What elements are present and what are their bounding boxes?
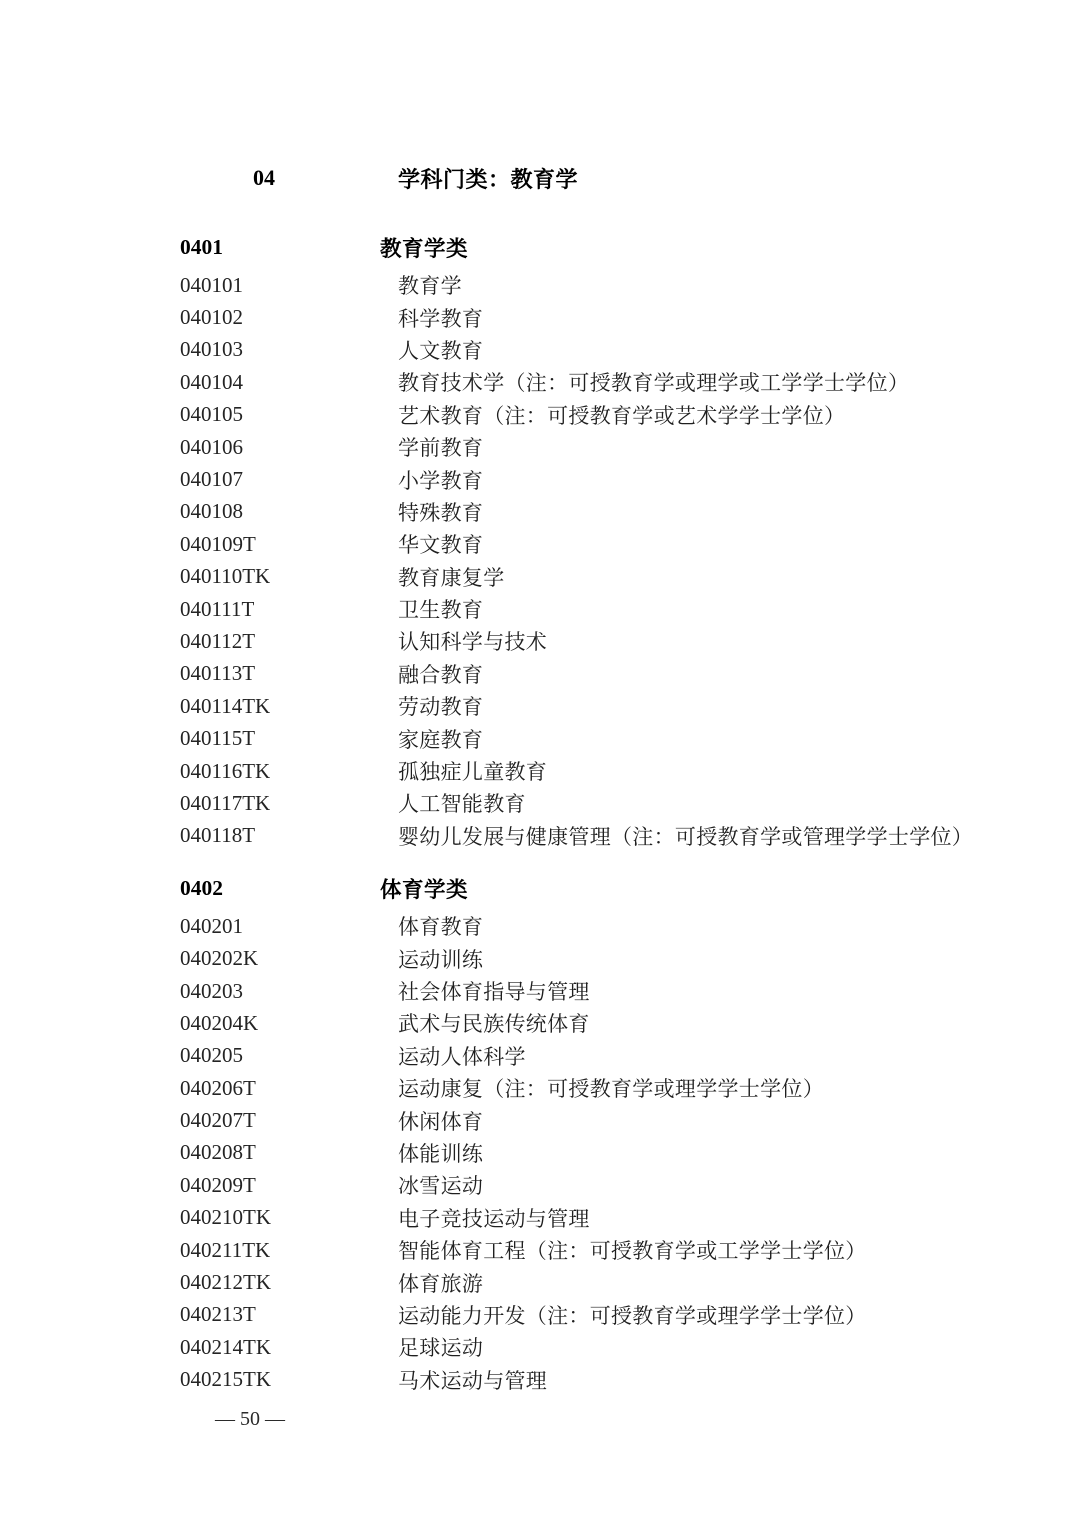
major-name: 艺术教育（注：可授教育学或艺术学学士学位） bbox=[398, 403, 846, 428]
major-code: 040201 bbox=[180, 913, 243, 938]
major-code: 040213T bbox=[180, 1302, 256, 1327]
major-name: 融合教育 bbox=[398, 662, 484, 687]
major-code: 040103 bbox=[180, 337, 243, 362]
major-name: 冰雪运动 bbox=[398, 1174, 484, 1199]
major-row bbox=[180, 1072, 1020, 1104]
catalog-section bbox=[180, 231, 1020, 852]
major-name: 小学教育 bbox=[398, 468, 484, 493]
major-name: 教育学 bbox=[398, 274, 462, 299]
major-code: 040112T bbox=[180, 628, 256, 653]
major-name: 教育技术学（注：可授教育学或理学或工学学士学位） bbox=[398, 371, 910, 396]
major-code: 040107 bbox=[180, 467, 243, 492]
major-row bbox=[180, 722, 1020, 754]
major-code: 040101 bbox=[180, 272, 243, 297]
major-name: 运动人体科学 bbox=[398, 1044, 526, 1069]
major-row bbox=[180, 1104, 1020, 1136]
major-row bbox=[180, 1234, 1020, 1266]
major-name: 劳动教育 bbox=[398, 695, 484, 720]
major-code: 040109T bbox=[180, 531, 256, 556]
major-code: 040202K bbox=[180, 946, 259, 971]
major-name: 家庭教育 bbox=[398, 727, 484, 752]
page-content bbox=[180, 0, 1020, 1396]
major-name: 体育教育 bbox=[398, 915, 484, 940]
major-code: 040102 bbox=[180, 305, 243, 330]
major-name: 体能训练 bbox=[398, 1141, 484, 1166]
major-row bbox=[180, 301, 1020, 333]
major-name: 社会体育指导与管理 bbox=[398, 980, 590, 1004]
discipline-category-title: 学科门类：教育学 bbox=[398, 166, 579, 192]
major-code: 040111T bbox=[180, 596, 255, 621]
major-name: 马术运动与管理 bbox=[398, 1368, 548, 1393]
major-code: 040115T bbox=[180, 726, 256, 751]
major-name: 婴幼儿发展与健康管理（注：可授教育学或管理学学士学位） bbox=[398, 824, 974, 849]
discipline-category-code: 04 bbox=[253, 165, 275, 190]
major-code: 040210TK bbox=[180, 1205, 271, 1230]
major-row bbox=[180, 366, 1020, 398]
major-row bbox=[180, 658, 1020, 690]
major-name: 卫生教育 bbox=[398, 598, 484, 623]
major-code: 040205 bbox=[180, 1043, 243, 1068]
section-code: 0402 bbox=[180, 875, 223, 900]
major-row bbox=[180, 496, 1020, 528]
major-row bbox=[180, 463, 1020, 495]
major-code: 040208T bbox=[180, 1140, 256, 1165]
major-row bbox=[180, 593, 1020, 625]
catalog-section bbox=[180, 872, 1020, 1396]
major-name: 体育旅游 bbox=[398, 1271, 484, 1296]
major-code: 040105 bbox=[180, 402, 243, 427]
major-row bbox=[180, 431, 1020, 463]
major-name: 电子竞技运动与管理 bbox=[398, 1206, 590, 1231]
major-row bbox=[180, 1007, 1020, 1039]
major-code: 040106 bbox=[180, 434, 243, 459]
major-row bbox=[180, 1299, 1020, 1331]
section-name: 教育学类 bbox=[380, 236, 469, 261]
major-name: 智能体育工程（注：可授教育学或工学学士学位） bbox=[398, 1239, 867, 1264]
section-name: 体育学类 bbox=[380, 877, 469, 902]
major-row bbox=[180, 755, 1020, 787]
major-row bbox=[180, 1202, 1020, 1234]
major-name: 运动康复（注：可授教育学或理学学士学位） bbox=[398, 1077, 824, 1102]
major-name: 学前教育 bbox=[398, 436, 484, 461]
major-name: 人文教育 bbox=[398, 338, 484, 363]
major-row bbox=[180, 690, 1020, 722]
major-code: 040113T bbox=[180, 661, 256, 686]
section-code: 0401 bbox=[180, 234, 223, 259]
major-name: 教育康复学 bbox=[398, 565, 505, 590]
major-name: 武术与民族传统体育 bbox=[398, 1012, 590, 1037]
major-row bbox=[180, 334, 1020, 366]
major-name: 人工智能教育 bbox=[398, 792, 526, 817]
major-row bbox=[180, 561, 1020, 593]
major-name: 足球运动 bbox=[398, 1336, 484, 1361]
major-name: 孤独症儿童教育 bbox=[398, 760, 548, 785]
major-code: 040110TK bbox=[180, 564, 271, 589]
major-code: 040114TK bbox=[180, 693, 271, 718]
major-row bbox=[180, 399, 1020, 431]
major-name: 特殊教育 bbox=[398, 500, 484, 525]
major-row bbox=[180, 1137, 1020, 1169]
major-code: 040108 bbox=[180, 499, 243, 524]
major-code: 040116TK bbox=[180, 758, 271, 783]
major-code: 040117TK bbox=[180, 790, 271, 815]
major-row bbox=[180, 1331, 1020, 1363]
page-number: — 50 — bbox=[215, 1408, 285, 1430]
major-code: 040104 bbox=[180, 369, 243, 394]
major-code: 040212TK bbox=[180, 1270, 271, 1295]
major-row bbox=[180, 787, 1020, 819]
major-code: 040207T bbox=[180, 1108, 256, 1133]
major-code: 040204K bbox=[180, 1010, 259, 1035]
major-name: 运动训练 bbox=[398, 947, 484, 972]
major-row bbox=[180, 625, 1020, 657]
catalog bbox=[180, 231, 1020, 1396]
major-row bbox=[180, 975, 1020, 1007]
major-row bbox=[180, 528, 1020, 560]
major-code: 040203 bbox=[180, 978, 243, 1003]
page-title bbox=[180, 165, 1020, 191]
major-name: 认知科学与技术 bbox=[398, 630, 548, 655]
section-rows bbox=[180, 269, 1020, 852]
major-row bbox=[180, 820, 1020, 852]
major-row bbox=[180, 1040, 1020, 1072]
major-code: 040211TK bbox=[180, 1237, 271, 1262]
section-rows bbox=[180, 910, 1020, 1396]
major-code: 040118T bbox=[180, 823, 256, 848]
major-name: 华文教育 bbox=[398, 533, 484, 558]
section-header bbox=[180, 231, 1020, 263]
major-row bbox=[180, 269, 1020, 301]
major-code: 040206T bbox=[180, 1075, 256, 1100]
major-row bbox=[180, 1266, 1020, 1298]
major-name: 运动能力开发（注：可授教育学或理学学士学位） bbox=[398, 1303, 867, 1328]
major-row bbox=[180, 1364, 1020, 1396]
major-code: 040215TK bbox=[180, 1367, 271, 1392]
section-header bbox=[180, 872, 1020, 904]
major-code: 040209T bbox=[180, 1172, 256, 1197]
major-code: 040214TK bbox=[180, 1334, 271, 1359]
major-row bbox=[180, 910, 1020, 942]
major-row bbox=[180, 942, 1020, 974]
major-row bbox=[180, 1169, 1020, 1201]
major-name: 科学教育 bbox=[398, 306, 484, 331]
major-name: 休闲体育 bbox=[398, 1109, 484, 1134]
